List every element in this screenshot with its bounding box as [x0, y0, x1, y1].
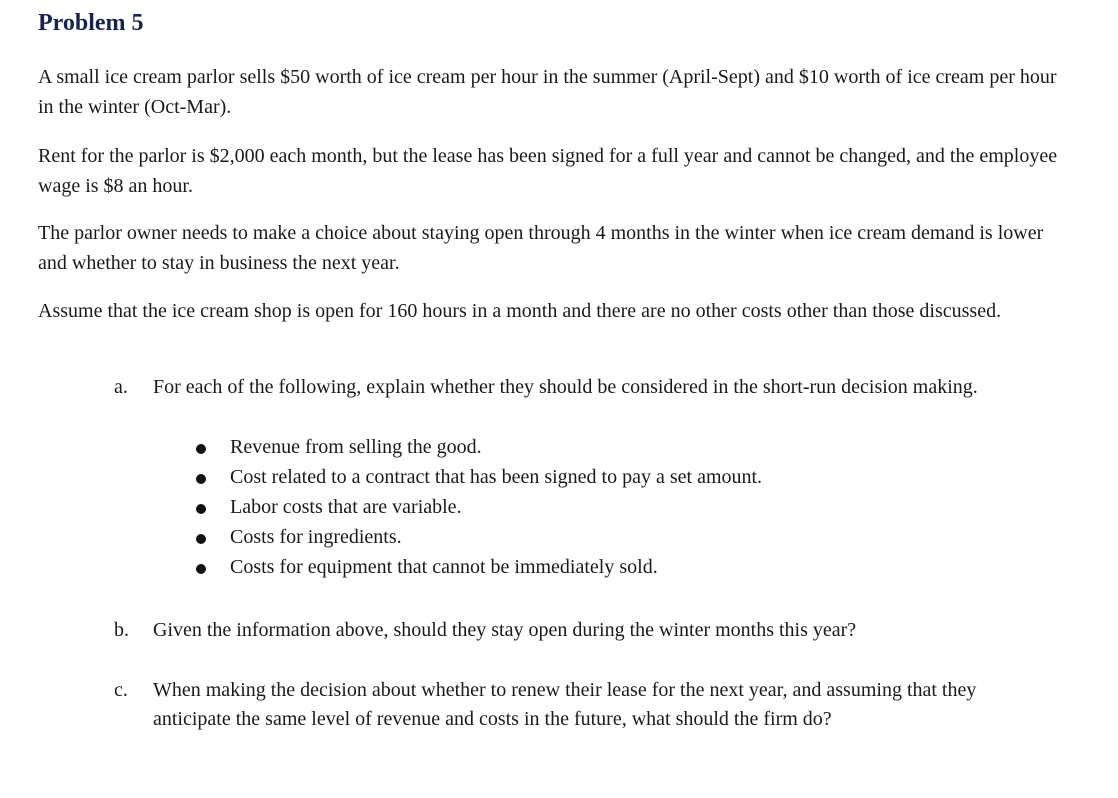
bullet-item [38, 522, 1098, 552]
problem-title: Problem 5 [38, 10, 144, 36]
question-a-marker: a. [114, 376, 128, 398]
question-b-text: Given the information above, should they stay open during the winter months this year? [153, 619, 857, 641]
bullet-text: Revenue from selling the good. [230, 436, 482, 458]
paragraph-costs: Rent for the parlor is $2,000 each month, but the lease has been signed for a full year and cannot be changed, and the employee wage is $8 an hour. [38, 145, 1058, 197]
bullet-item [38, 432, 1098, 462]
bullet-icon [196, 474, 206, 484]
paragraph-assumption: Assume that the ice cream shop is open for 160 hours in a month and there are no other costs other than those discussed. [38, 300, 1002, 322]
bullet-text: Costs for equipment that cannot be immediately sold. [230, 556, 658, 578]
question-b-marker: b. [114, 619, 129, 641]
question-a-bullet-list [38, 432, 1098, 582]
bullet-icon [196, 564, 206, 574]
question-c-marker: c. [114, 679, 128, 701]
question-a-text: For each of the following, explain whether they should be considered in the short-run decision making. [153, 376, 978, 398]
bullet-item [38, 462, 1098, 492]
bullet-icon [196, 534, 206, 544]
bullet-item [38, 492, 1098, 522]
bullet-text: Cost related to a contract that has been signed to pay a set amount. [230, 466, 763, 488]
paragraph-sales: A small ice cream parlor sells $50 worth of ice cream per hour in the summer (April-Sept) and $10 worth of ice cream per hour in the winter (Oct-Mar). [38, 66, 1057, 118]
bullet-text: Labor costs that are variable. [230, 496, 462, 518]
bullet-text: Costs for ingredients. [230, 526, 402, 548]
paragraph-decision: The parlor owner needs to make a choice about staying open through 4 months in the winter when ice cream demand is lower and whether to stay in business the next year. [38, 222, 1044, 274]
question-c-text: When making the decision about whether to renew their lease for the next year, and assuming that they anticipate the same level of revenue and costs in the future, what should the firm do? [153, 679, 977, 730]
bullet-item [38, 552, 1098, 582]
bullet-icon [196, 444, 206, 454]
bullet-icon [196, 504, 206, 514]
